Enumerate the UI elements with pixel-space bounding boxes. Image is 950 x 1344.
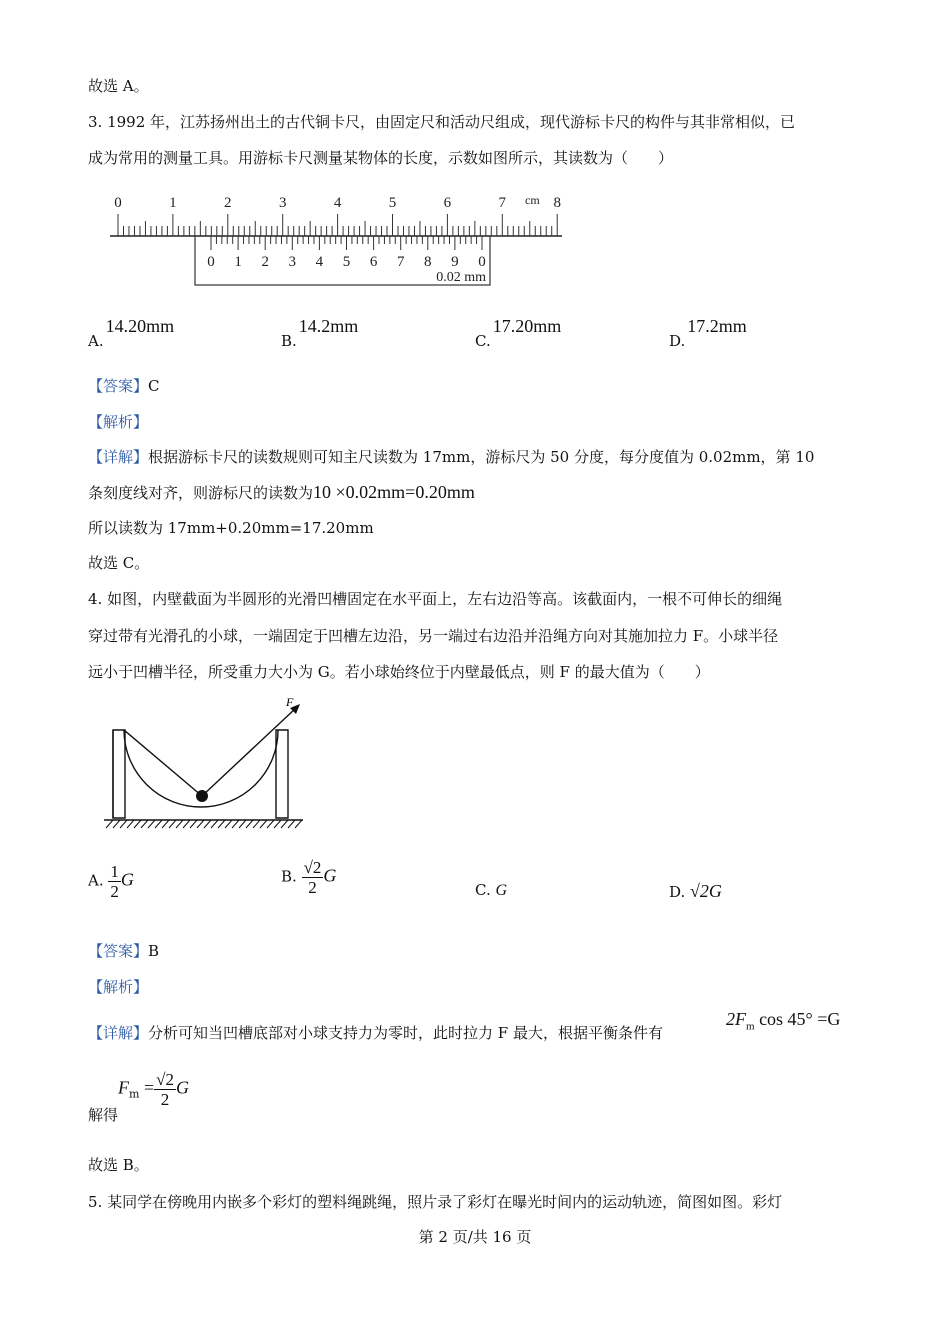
eq-sub: m [746, 1020, 755, 1033]
q4-stem-1: 4. 如图，内壁截面为半圆形的光滑凹槽固定在水平面上，左右边沿等高。该截面内，一根不可伸长的细绳 [88, 590, 783, 608]
numerator: 1 [110, 862, 119, 881]
main-tick-label: 4 [333, 195, 342, 211]
answer-tag: 【答案】 [88, 377, 149, 395]
q3-conclusion: 故选 C。 [88, 554, 150, 572]
equilibrium-equation [726, 1009, 840, 1033]
eq-sub: m [129, 1087, 140, 1101]
ground-hatch [246, 820, 253, 828]
page-footer: 第 2 页/共 16 页 [418, 1228, 532, 1246]
vernier-caliper-figure [100, 185, 580, 295]
option-letter: D. [669, 332, 686, 350]
q5-stem: 5. 某同学在傍晚用内嵌多个彩灯的塑料绳跳绳，照片录了彩灯在曝光时间内的运动轨迹，简图如图。彩灯 [88, 1193, 783, 1211]
main-tick-label: 1 [169, 195, 177, 211]
option-letter: B. [281, 867, 297, 886]
main-tick-label: 6 [443, 195, 452, 211]
ground-hatch [295, 820, 302, 828]
q4-answer [88, 941, 159, 961]
expression: √2G [690, 881, 722, 901]
q3-option-a[interactable] [88, 316, 175, 351]
groove-figure [0, 690, 320, 830]
q4-stem-2: 穿过带有光滑孔的小球，一端固定于凹槽左边沿，另一端过右边沿并沿绳方向对其施加拉力 F。小球半径 [88, 627, 779, 645]
vernier-tick-label: 5 [342, 254, 351, 270]
fraction [302, 858, 324, 897]
q4-option-b[interactable] [281, 858, 336, 897]
ground-hatch [183, 820, 190, 828]
variable: G [495, 882, 508, 899]
q3-stem-1: 3. 1992 年，江苏扬州出土的古代铜卡尺，由固定尺和活动尺组成，现代游标卡尺的构件与其非常相似，已 [88, 113, 796, 131]
numerator: √2 [303, 858, 322, 877]
ground-hatch [155, 820, 162, 828]
ground-hatch [106, 820, 113, 828]
q4-option-d[interactable] [669, 881, 722, 902]
option-value: 17.20mm [492, 316, 562, 336]
ground-hatch [141, 820, 148, 828]
precision-label: 0.02 mm [436, 270, 486, 285]
option-letter: A. [88, 332, 104, 350]
ground-hatch [288, 820, 295, 828]
ground-hatch [225, 820, 232, 828]
vernier-tick-label: 7 [396, 254, 405, 270]
option-value: 14.2mm [298, 316, 359, 336]
denominator: 2 [160, 1090, 170, 1109]
ground-hatch [176, 820, 183, 828]
ground-hatch [239, 820, 246, 828]
option-value: 17.2mm [687, 316, 747, 336]
main-tick-label: 0 [114, 195, 122, 211]
eq-lhs: F [118, 1077, 130, 1098]
fraction [108, 862, 121, 901]
ground-hatch [232, 820, 239, 828]
vernier-tick-label: 0 [478, 254, 486, 270]
q3-option-c[interactable] [475, 316, 562, 351]
option-value: 14.20mm [105, 316, 175, 336]
variable: G [323, 865, 337, 886]
ground-hatch [253, 820, 260, 828]
vernier-tick-label: 1 [234, 254, 242, 270]
vernier-tick-label: 8 [424, 254, 432, 270]
ground-hatch [120, 820, 127, 828]
ground-hatch [127, 820, 134, 828]
main-tick-label: 3 [278, 195, 287, 211]
main-tick-label: 5 [388, 195, 397, 211]
q3-answer [88, 376, 160, 396]
q3-detail-3: 所以读数为 17mm+0.20mm=17.20mm [88, 519, 374, 537]
eq-sign: = [139, 1077, 155, 1098]
ground-hatch [190, 820, 197, 828]
answer-value: B [148, 942, 160, 960]
ground-hatch [281, 820, 288, 828]
denominator: 2 [308, 878, 317, 897]
detail-tag: 【详解】 [88, 448, 149, 466]
q3-analysis-tag: 【解析】 [88, 413, 149, 431]
ground-hatch [218, 820, 225, 828]
ground-hatch [169, 820, 176, 828]
option-letter: D. [669, 883, 686, 901]
vernier-tick-label: 4 [315, 254, 324, 270]
ground-hatch [148, 820, 155, 828]
main-tick-label: 8 [553, 195, 561, 211]
denominator: 2 [110, 882, 119, 901]
force-label: F [286, 695, 294, 709]
ground-hatch [274, 820, 281, 828]
q4-option-a[interactable] [88, 862, 134, 901]
numerator: √2 [156, 1070, 174, 1089]
q3-stem-2: 成为常用的测量工具。用游标卡尺测量某物体的长度，示数如图所示，其读数为（ ） [88, 149, 674, 167]
option-letter: C. [475, 332, 491, 350]
vernier-tick-label: 3 [288, 254, 297, 270]
option-letter: A. [88, 871, 104, 890]
ground-hatch [211, 820, 218, 828]
ground-hatch [260, 820, 267, 828]
ground-hatch [204, 820, 211, 828]
q3-detail-1 [88, 447, 814, 467]
ground-hatch [162, 820, 169, 828]
q4-analysis-tag: 【解析】 [88, 978, 149, 996]
detail-text: 根据游标卡尺的读数规则可知主尺读数为 17mm，游标尺为 50 分度，每分度值为 0.02mm，第 10 [148, 448, 815, 466]
detail-text: 条刻度线对齐，则游标尺的读数为 [88, 484, 314, 502]
ground-hatch [113, 820, 120, 828]
variable: G [120, 869, 134, 890]
formula: 10 ×0.02mm=0.20mm [313, 482, 475, 502]
q4-option-c[interactable] [475, 881, 507, 900]
solution-line [88, 1070, 189, 1124]
solve-label: 解得 [88, 1105, 119, 1124]
q2-conclusion: 故选 A。 [88, 77, 149, 95]
detail-tag: 【详解】 [88, 1024, 149, 1042]
fraction [154, 1070, 176, 1109]
ground-hatch [267, 820, 274, 828]
ball [196, 790, 208, 802]
q3-detail-2 [88, 482, 475, 503]
detail-text: 分析可知当凹槽底部对小球支持力为零时，此时拉力 F 最大，根据平衡条件有 [148, 1024, 663, 1042]
eq-coef: 2F [726, 1009, 746, 1029]
vernier-tick-label: 0 [207, 254, 215, 270]
variable: G [175, 1077, 189, 1098]
option-letter: C. [475, 881, 491, 899]
q3-option-b[interactable] [281, 316, 359, 351]
option-letter: B. [281, 332, 297, 350]
ground-hatch [134, 820, 141, 828]
vernier-tick-label: 9 [451, 254, 459, 270]
q4-stem-3: 远小于凹槽半径，所受重力大小为 G。若小球始终位于内壁最低点，则 F 的最大值为（ ） [88, 663, 710, 681]
eq-rest: cos 45° =G [754, 1009, 841, 1029]
main-tick-label: 2 [224, 195, 232, 211]
vernier-tick-label: 2 [261, 254, 269, 270]
q4-conclusion: 故选 B。 [88, 1156, 149, 1174]
ground-hatch [197, 820, 204, 828]
q4-detail [88, 1023, 663, 1043]
q3-option-d[interactable] [669, 316, 747, 351]
unit-label: cm [525, 193, 540, 207]
answer-value: C [148, 377, 160, 395]
vernier-tick-label: 6 [369, 254, 378, 270]
main-tick-label: 7 [498, 195, 507, 211]
answer-tag: 【答案】 [88, 942, 149, 960]
